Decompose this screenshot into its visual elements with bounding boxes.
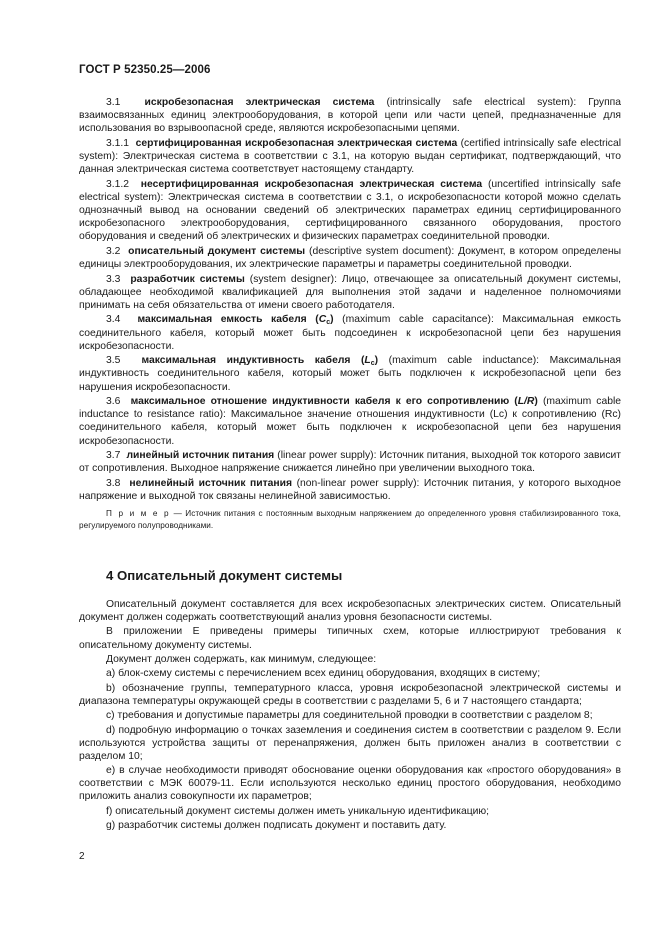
definition-3-3: 3.3 разработчик системы (system designer): Лицо, отвечающее за описательный документ системы, обладающее необходимой квалификацией для выполнения этой задачи и наделенное полномочиями принимать на себя обязательства от имени своего работодателя. xyxy=(79,273,622,311)
standard-header: ГОСТ Р 52350.25—2006 xyxy=(79,64,211,76)
definition-3-1-1: 3.1.1 сертифицированная искробезопасная электрическая система (certified intrinsically safe electrical system): Электрическая система в соответствии с 3.1, на которую выдан сертификат, подтверждающий, что данная электрическая система соответствует настоящему стандарту. xyxy=(79,137,622,176)
page-number: 2 xyxy=(79,851,85,862)
definition-3-1: 3.1 искробезопасная электрическая система (intrinsically safe electrical system): Группа взаимосвязанных единиц электрооборудования, в которой цепи или части цепей, предназначенные для использования во взрывоопасной среде, являются искробезопасными цепями. xyxy=(79,97,622,135)
example-note: П р и м е р — Источник питания с постоянным выходным напряжением до определенного уровня стабилизированного тока, регулируемого полупроводниками. xyxy=(79,509,621,530)
definition-3-6: 3.6 максимальное отношение индуктивности кабеля к его сопротивлению (L/R) (maximum cable inductance to resistance ratio): Максимальное значение отношения индуктивности (Lc) к сопротивлению (Rc) соединительного кабеля, который может быть подключен к искробезопасной цепи без нарушения искробезопасности. xyxy=(79,396,622,447)
list-item-b: b) обозначение группы, температурного класса, уровня искробезопасной электрической системы и диапазона температуры окружающей среды в соответствии с разделами 5, 6 и 7 настоящего стандарта; xyxy=(79,682,621,707)
definition-3-7: 3.7 линейный источник питания (linear power supply): Источник питания, выходной ток которого зависит от сопротивления. Выходное напряжение снижается линейно при увеличении выходного тока. xyxy=(79,450,622,475)
paragraph: В приложении Е приведены примеры типичных схем, которые иллюстрируют требования к описательному документу системы. xyxy=(79,626,621,651)
section-4-body xyxy=(79,598,621,834)
paragraph: Описательный документ составляется для всех искробезопасных электрических систем. Описательный документ должен содержать соответствующий анализ уровня безопасности системы. xyxy=(79,599,621,624)
list-item-a: а) блок-схему системы с перечислением всех единиц оборудования, входящих в систему; xyxy=(106,668,541,680)
section-4-title: 4 Описательный документ системы xyxy=(106,568,343,583)
list-item-f: f) описательный документ системы должен иметь уникальную идентификацию; xyxy=(106,805,490,817)
list-item-d: d) подробную информацию о точках заземления и соединения систем в соответствии с разделом 9. Если используются устройства защиты от перенапряжения, должен быть приложен анализ в соответствии с разделом 10; xyxy=(79,724,621,762)
definition-3-1-2: 3.1.2 несертифицированная искробезопасная электрическая система (uncertified intrinsically safe electrical system): Электрическая система в соответствии с 3.1, о искробезопасности которой можно сделать однозначный вывод на основании сведений об электрических параметрах единиц сертифицированного искробезопасного электрооборудования, сертифицированного связанного оборудования, простого оборудования и сведений об электрических и физических параметрах соединительной проводки. xyxy=(79,178,622,243)
definition-3-2: 3.2 описательный документ системы (descriptive system document): Документ, в котором определены единицы электрооборудования, их электрические параметры и параметры соединительной проводки. xyxy=(79,245,622,270)
list-item-g: g) разработчик системы должен подписать документ и поставить дату. xyxy=(106,820,447,832)
definition-3-8: 3.8 нелинейный источник питания (non-linear power supply): Источник питания, у которого выходное напряжение и выходной ток связаны нелинейной зависимостью. xyxy=(79,477,622,503)
list-item-e: е) в случае необходимости приводят обоснование оценки оборудования как «простого оборудования» в соответствии с МЭК 60079-11. Если используются несколько единиц простого оборудования, необходимо приложить анализ совокупности их параметров; xyxy=(79,765,621,803)
definition-3-5: 3.5 максимальная индуктивность кабеля $(L_c)$ (maximum cable inductance): Максимальная индуктивность соединительного кабеля, который может быть подключен к искробезопасной цепи без нарушения искробезопасности. xyxy=(79,355,622,393)
list-item-c: c) требования и допустимые параметры для соединительной проводки в соответствии с разделом 8; xyxy=(106,710,593,722)
definition-3-4: 3.4 максимальная емкость кабеля $(C_c)$ (maximum cable capacitance): Максимальная емкость соединительного кабеля, который может быть подсоединен к искробезопасной цепи без нарушения искробезопасности. xyxy=(79,314,621,352)
definitions-block xyxy=(79,96,621,531)
paragraph: Документ должен содержать, как минимум, следующее: xyxy=(106,653,377,665)
